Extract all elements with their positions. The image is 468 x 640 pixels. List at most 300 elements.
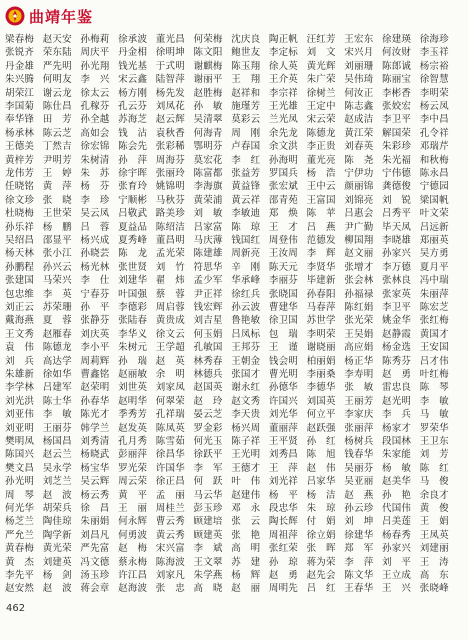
name-entry: 赵安然 xyxy=(5,583,35,595)
name-entry: 鲁艳敏 xyxy=(231,315,261,327)
name-entry: 杨先发 xyxy=(155,87,185,99)
name-entry: 王安国 xyxy=(419,342,449,354)
name-entry: 黄益锋 xyxy=(231,181,261,193)
name-entry: 郑 焕 xyxy=(268,208,298,220)
name-entry: 赵祥和 xyxy=(231,87,261,99)
name-entry: 戴海燕 xyxy=(5,315,35,327)
name-row xyxy=(0,262,468,274)
name-entry: 徐太云 xyxy=(80,87,110,99)
name-entry: 赵云辉 xyxy=(155,114,185,126)
name-entry: 徐智慧 xyxy=(419,74,449,86)
name-entry: 陆智萍 xyxy=(155,74,185,86)
name-entry: 张林良 xyxy=(382,275,412,287)
name-entry: 张 云 xyxy=(231,516,261,528)
name-entry: 高达学 xyxy=(42,355,72,367)
name-entry: 刘庆英 xyxy=(80,328,110,340)
name-entry: 王文翠 xyxy=(193,556,223,568)
name-entry: 李天贵 xyxy=(231,409,261,421)
name-entry: 王 才 xyxy=(268,221,298,233)
name-entry: 赵海波 xyxy=(118,583,148,595)
name-entry: 张 敏 xyxy=(344,382,374,394)
name-entry: 周明先 xyxy=(268,583,298,595)
name-entry: 刘秀昌 xyxy=(268,449,298,461)
name-entry: 张小江 xyxy=(42,248,72,260)
name-entry: 吴方勇 xyxy=(419,248,449,260)
name-entry: 杨兴周 xyxy=(231,422,261,434)
name-entry: 李德华 xyxy=(306,382,336,394)
name-entry: 何荣梅 xyxy=(193,34,223,45)
name-entry: 何翠荣 xyxy=(155,395,185,407)
name-entry: 叶国强 xyxy=(118,288,148,300)
name-entry: 黄云秀 xyxy=(155,529,185,541)
name-row xyxy=(0,114,468,126)
name-entry: 何勇波 xyxy=(118,529,148,541)
name-entry: 李卫平 xyxy=(382,114,412,126)
name-entry: 余先龙 xyxy=(268,127,298,139)
name-entry: 刘光华 xyxy=(268,409,298,421)
name-entry: 刘昌凡 xyxy=(80,529,110,541)
name-row xyxy=(0,141,468,153)
name-entry: 徐建华 xyxy=(344,529,374,541)
name-entry: 林德兵 xyxy=(193,369,223,380)
name-entry: 莫宏花 xyxy=(193,154,223,166)
name-entry: 张会林 xyxy=(344,275,374,287)
name-entry: 张陆春 xyxy=(118,315,148,327)
name-entry: 刘家凡 xyxy=(155,570,185,581)
name-entry: 鄂明芬 xyxy=(193,141,223,153)
name-entry: 徐明坤 xyxy=(155,47,185,59)
name-entry: 陶正帆 xyxy=(268,34,298,45)
name-entry: 钱 沾 xyxy=(118,127,148,139)
name-entry: 冯文德 xyxy=(80,556,110,568)
name-entry: 刘 坤 xyxy=(344,516,374,528)
name-entry: 钱春华 xyxy=(344,449,374,461)
name-entry: 王凤英 xyxy=(419,529,449,541)
name-entry: 赵发英 xyxy=(118,422,148,434)
name-entry: 翟 炜 xyxy=(155,275,185,287)
name-entry: 徐卫国 xyxy=(268,315,298,327)
name-entry: 刘正云 xyxy=(5,302,35,313)
name-entry: 尹明芳 xyxy=(42,154,72,166)
name-entry: 朱树清 xyxy=(80,154,110,166)
name-entry: 李 仕 xyxy=(80,275,110,287)
name-entry: 何 跃 xyxy=(193,476,223,488)
name-entry: 朱兴腾 xyxy=(5,74,35,86)
name-entry: 许国兴 xyxy=(268,395,298,407)
name-entry: 张晓峰 xyxy=(419,583,449,595)
name-entry: 黄光荣 xyxy=(42,543,72,555)
name-entry: 陈红娟 xyxy=(344,302,374,313)
name-entry: 何明友 xyxy=(42,74,72,86)
name-entry: 赵云兰 xyxy=(42,449,72,461)
name-entry: 刘亚明 xyxy=(5,422,35,434)
name-entry: 陈国兴 xyxy=(5,449,35,461)
name-entry: 张益芳 xyxy=(231,168,261,179)
name-entry: 宁德园 xyxy=(419,181,449,193)
name-entry: 李丽芬 xyxy=(268,275,298,287)
name-entry: 李寿明 xyxy=(344,369,374,380)
name-entry: 吴云凤 xyxy=(80,208,110,220)
name-entry: 王 娟 xyxy=(419,516,449,528)
name-entry: 王 兴 xyxy=(382,583,412,595)
name-entry: 李丽桑 xyxy=(306,369,336,380)
name-entry: 柳国翔 xyxy=(344,235,374,246)
name-entry: 徐立娟 xyxy=(306,529,336,541)
name-row xyxy=(0,463,468,475)
name-entry: 朱 琼 xyxy=(306,503,336,514)
name-entry: 赵跃强 xyxy=(306,422,336,434)
name-row xyxy=(0,490,468,502)
name-entry: 刘亚伟 xyxy=(5,409,35,421)
name-entry: 朱彩珍 xyxy=(382,141,412,153)
name-entry: 李 红 xyxy=(231,154,261,166)
name-row xyxy=(0,195,468,207)
name-entry: 刘锦亮 xyxy=(344,194,374,206)
name-entry: 赵静霞 xyxy=(382,328,412,340)
name-entry: 赵 丽 xyxy=(231,583,261,595)
name-entry: 刘丽珊 xyxy=(344,60,374,72)
name-entry: 黄云祥 xyxy=(231,194,261,206)
name-entry: 陈光才 xyxy=(80,409,110,421)
name-entry: 赵 英 xyxy=(155,355,185,367)
name-entry: 刘光祥 xyxy=(268,476,298,488)
name-entry: 孙 瑞 xyxy=(118,355,148,367)
name-entry: 和秋梅 xyxy=(419,154,449,166)
name-entry: 樊明凤 xyxy=(5,436,35,447)
name-entry: 孙海明 xyxy=(268,154,298,166)
name-entry: 王 丽 xyxy=(118,503,148,514)
name-entry: 李晓雄 xyxy=(382,235,412,246)
name-entry: 姚锦明 xyxy=(155,181,185,193)
name-entry: 钱光基 xyxy=(118,60,148,72)
name-entry: 张世贤 xyxy=(118,261,148,273)
name-entry: 张国才 xyxy=(231,369,261,380)
name-row xyxy=(0,476,468,488)
name-entry: 毕天凤 xyxy=(382,221,412,233)
name-entry: 黄江荣 xyxy=(344,127,374,139)
name-entry: 黄 萍 xyxy=(42,181,72,193)
name-entry: 黄 俊 xyxy=(419,503,449,514)
name-entry: 马 敏 xyxy=(419,409,449,421)
name-entry: 朱 苏 xyxy=(80,168,110,179)
name-entry: 孙光明 xyxy=(5,476,35,488)
name-entry: 陈文阳 xyxy=(193,47,223,59)
name-entry: 孔稼芬 xyxy=(80,101,110,112)
name-row xyxy=(0,74,468,86)
name-entry: 孔月秀 xyxy=(118,436,148,447)
name-entry: 赵 勇 xyxy=(382,369,412,380)
name-entry: 刘建华 xyxy=(118,275,148,287)
name-entry: 丁然吉 xyxy=(42,141,72,153)
name-entry: 刘 竹 xyxy=(155,261,185,273)
name-entry: 徐建瑛 xyxy=(382,34,412,45)
name-entry: 李定标 xyxy=(268,47,298,59)
name-entry: 刘 平 xyxy=(382,556,412,568)
name-entry: 王光明 xyxy=(231,449,261,461)
name-entry: 张育玲 xyxy=(118,181,148,193)
name-entry: 张光荣 xyxy=(344,315,374,327)
name-entry: 吕秀平 xyxy=(382,208,412,220)
name-entry: 刘凤花 xyxy=(155,101,185,112)
name-entry: 黄荣浦 xyxy=(193,194,223,206)
name-entry: 李 辉 xyxy=(306,248,336,260)
name-entry: 刘 敏 xyxy=(193,208,223,220)
name-entry: 苏海芝 xyxy=(118,114,148,126)
name-entry: 代国伟 xyxy=(382,503,412,514)
name-entry: 杨春秀 xyxy=(382,529,412,541)
name-entry: 王汝周 xyxy=(268,248,298,260)
name-entry: 杨云凤 xyxy=(419,101,449,112)
name-row xyxy=(0,208,468,220)
name-entry: 龙伟芳 xyxy=(5,168,35,179)
name-entry: 孙春阳 xyxy=(306,288,336,300)
name-entry: 陈文华 xyxy=(344,570,374,581)
name-entry: 周启蓉 xyxy=(155,302,185,313)
name-entry: 马春萍 xyxy=(306,302,336,313)
name-entry: 叶红梅 xyxy=(419,369,449,380)
name-entry: 李宗祥 xyxy=(268,87,298,99)
name-entry: 张红梅 xyxy=(419,315,449,327)
name-entry: 曹云秀 xyxy=(155,516,185,528)
name-entry: 包忠维 xyxy=(5,288,35,300)
name-entry: 王富国 xyxy=(306,194,336,206)
name-entry: 王学超 xyxy=(155,342,185,354)
name-entry: 尹正祥 xyxy=(193,288,223,300)
name-entry: 汤玉珍 xyxy=(80,570,110,581)
name-entry: 吕美莲 xyxy=(382,516,412,528)
name-entry: 李明荣 xyxy=(419,87,449,99)
name-entry: 付 娟 xyxy=(306,516,336,528)
name-row xyxy=(0,275,468,287)
name-entry: 陈 苹 xyxy=(306,208,336,220)
name-entry: 吴永学 xyxy=(42,462,72,474)
name-entry: 陶学新 xyxy=(42,529,72,541)
name-entry: 张晓国 xyxy=(268,288,298,300)
name-row xyxy=(0,396,468,408)
name-entry: 李学林 xyxy=(5,382,35,394)
name-entry: 李 萍 xyxy=(344,556,374,568)
name-row xyxy=(0,342,468,354)
name-entry: 黄国才 xyxy=(419,328,449,340)
name-entry: 周祖萍 xyxy=(268,529,298,541)
name-entry: 孔令祥 xyxy=(419,127,449,139)
name-entry: 余文洪 xyxy=(268,141,298,153)
name-entry: 徐海珍 xyxy=(419,34,449,45)
name-entry: 蒋为荣 xyxy=(306,556,336,568)
name-entry: 陈雪茹 xyxy=(155,436,185,447)
name-entry: 刘 兵 xyxy=(5,355,35,367)
name-entry: 蔡永梅 xyxy=(118,556,148,568)
name-entry: 曹建华 xyxy=(268,302,298,313)
name-entry: 段国林 xyxy=(382,436,412,447)
name-entry: 张彩稀 xyxy=(155,141,185,153)
name-entry: 陈永昌 xyxy=(419,168,449,179)
name-entry: 董光昌 xyxy=(155,34,185,45)
name-entry: 高应娟 xyxy=(344,342,374,354)
name-entry: 顾建培 xyxy=(193,516,223,528)
name-entry: 徐跃平 xyxy=(193,449,223,461)
name-entry: 孙德华 xyxy=(268,382,298,394)
name-entry: 赵 勇 xyxy=(268,570,298,581)
name-entry: 徐 昌 xyxy=(80,503,110,514)
name-entry: 黄 杰 xyxy=(5,556,35,568)
name-entry: 杨晓武 xyxy=(80,449,110,461)
name-entry: 孙鹏程 xyxy=(5,261,35,273)
name-entry: 孙全越 xyxy=(80,114,110,126)
name-entry: 宁伟德 xyxy=(382,168,412,179)
name-entry: 孟少军 xyxy=(193,275,223,287)
name-entry: 余良才 xyxy=(419,489,449,501)
name-entry: 高 明 xyxy=(231,543,261,555)
name-entry: 刘吉星 xyxy=(193,315,223,327)
name-row xyxy=(0,34,468,46)
name-entry: 高如会 xyxy=(80,127,110,139)
name-entry: 刘建丽 xyxy=(419,543,449,555)
name-entry: 陈宏芝 xyxy=(419,302,449,313)
name-entry: 李小平 xyxy=(80,342,110,354)
name-entry: 李 兴 xyxy=(80,74,110,86)
name-entry: 颜丽锦 xyxy=(344,181,374,193)
name-entry: 陈郎诚 xyxy=(382,60,412,72)
name-entry: 刘家凤 xyxy=(155,382,185,394)
name-entry: 李家庆 xyxy=(344,409,374,421)
name-entry: 陈富都 xyxy=(193,168,223,179)
name-entry: 张姣宏 xyxy=(382,101,412,112)
name-entry: 刘芝兰 xyxy=(42,476,72,488)
name-entry: 张宏斌 xyxy=(268,181,298,193)
name-entry: 钱宏辉 xyxy=(193,302,223,313)
name-entry: 邓 永 xyxy=(231,503,261,514)
name-entry: 黄贵成 xyxy=(155,315,185,327)
name-row xyxy=(0,530,468,542)
name-entry: 韩学兰 xyxy=(80,422,110,434)
name-entry: 吕 蓉 xyxy=(80,221,110,233)
name-entry: 何光华 xyxy=(5,503,35,514)
name-entry: 范德发 xyxy=(306,235,336,246)
name-entry: 徐正昌 xyxy=(155,476,185,488)
name-row xyxy=(0,181,468,193)
name-entry: 张丽玲 xyxy=(155,168,185,179)
name-entry: 陈绍洁 xyxy=(155,221,185,233)
name-entry: 孙晓芸 xyxy=(80,248,110,260)
name-entry: 赵 梅 xyxy=(118,543,148,555)
name-entry: 李 兵 xyxy=(382,409,412,421)
name-entry: 李玉祥 xyxy=(419,47,449,59)
name-entry: 夏月平 xyxy=(419,261,449,273)
name-entry: 刘世英 xyxy=(118,382,148,394)
name-entry: 莫彩云 xyxy=(231,114,261,126)
name-entry: 夏秀峰 xyxy=(118,235,148,246)
name-entry: 赵荣明 xyxy=(80,382,110,394)
name-entry: 王 婷 xyxy=(42,168,72,179)
name-entry: 严先富 xyxy=(80,543,110,555)
name-entry: 吕家华 xyxy=(306,476,336,488)
name-entry: 谢晓丽 xyxy=(306,342,336,354)
name-entry: 袁 伟 xyxy=(5,342,35,354)
name-entry: 袁秋香 xyxy=(155,127,185,139)
name-entry: 杨 剑 xyxy=(42,570,72,581)
name-entry: 马秋芬 xyxy=(155,194,185,206)
name-entry: 王丽芬 xyxy=(42,422,72,434)
name-entry: 王 谨 xyxy=(268,342,298,354)
name-entry: 陈德龙 xyxy=(306,127,336,139)
name-entry: 许国华 xyxy=(155,462,185,474)
name-entry: 奉华锋 xyxy=(5,114,35,126)
name-entry: 张丽萍 xyxy=(344,422,374,434)
name-entry: 孙云珍 xyxy=(344,503,374,514)
name-entry: 王邦芬 xyxy=(231,342,261,354)
name-row xyxy=(0,302,468,314)
name-entry: 任晓铭 xyxy=(5,181,35,193)
name-entry: 樊文昌 xyxy=(5,462,35,474)
name-entry: 杨宝华 xyxy=(80,462,110,474)
name-entry: 杨承林 xyxy=(5,127,35,139)
name-entry: 马云华 xyxy=(193,489,223,501)
name-entry: 尹广勤 xyxy=(344,221,374,233)
name-entry: 刘 锐 xyxy=(382,194,412,206)
name-entry: 张 忠 xyxy=(155,583,185,595)
name-entry: 赵国英 xyxy=(193,382,223,394)
name-entry: 符思华 xyxy=(193,261,223,273)
name-entry: 罗国兵 xyxy=(268,168,298,179)
name-entry: 晏云芝 xyxy=(193,409,223,421)
name-entry: 董丽萍 xyxy=(268,422,298,434)
name-entry: 孙 艳 xyxy=(382,489,412,501)
name-entry: 徐文云 xyxy=(155,328,185,340)
name-row xyxy=(0,329,468,341)
name-entry: 杨方刚 xyxy=(118,87,148,99)
name-entry: 陈志鑫 xyxy=(344,101,374,112)
name-entry: 李 斌 xyxy=(193,543,223,555)
name-entry: 李正贵 xyxy=(306,141,336,153)
name-entry: 杨 芬 xyxy=(80,181,110,193)
name-entry: 陶长辉 xyxy=(268,516,298,528)
name-entry: 曹光明 xyxy=(268,369,298,380)
name-entry: 罗荣华 xyxy=(419,422,449,434)
name-entry: 周 琴 xyxy=(5,489,35,501)
name-entry: 吴云辉 xyxy=(80,476,110,488)
name-entry: 王介英 xyxy=(268,74,298,86)
name-entry: 丹金雄 xyxy=(5,60,35,72)
name-entry: 李 珍 xyxy=(80,194,110,206)
name-entry: 张 艳 xyxy=(231,529,261,541)
name-row xyxy=(0,155,468,167)
name-entry: 沈庆良 xyxy=(231,34,261,45)
name-entry: 吕凤标 xyxy=(231,328,261,340)
name-entry: 郑 军 xyxy=(344,543,374,555)
name-entry: 吕远新 xyxy=(419,221,449,233)
name-entry: 何玉娟 xyxy=(193,328,223,340)
name-entry: 钱会明 xyxy=(268,355,298,367)
name-entry: 周桂兰 xyxy=(155,503,185,514)
name-entry: 赵胜梅 xyxy=(193,87,223,99)
name-entry: 赵文秀 xyxy=(231,395,261,407)
name-entry: 柏丽娟 xyxy=(306,355,336,367)
name-entry: 王朝金 xyxy=(231,355,261,367)
name-entry: 周登伟 xyxy=(268,235,298,246)
name-entry: 苏世学 xyxy=(306,315,336,327)
name-entry: 赵文丽 xyxy=(344,248,374,260)
name-entry: 谢麒梅 xyxy=(193,60,223,72)
name-entry: 何汝财 xyxy=(382,47,412,59)
name-entry: 张锐齐 xyxy=(5,47,35,59)
name-entry: 陈天元 xyxy=(268,261,298,273)
name-entry: 徐文珍 xyxy=(5,194,35,206)
name-entry: 何汝正 xyxy=(344,87,374,99)
name-entry: 杨芝兰 xyxy=(5,516,35,528)
name-row xyxy=(0,543,468,555)
name-entry: 陈德龙 xyxy=(42,342,72,354)
